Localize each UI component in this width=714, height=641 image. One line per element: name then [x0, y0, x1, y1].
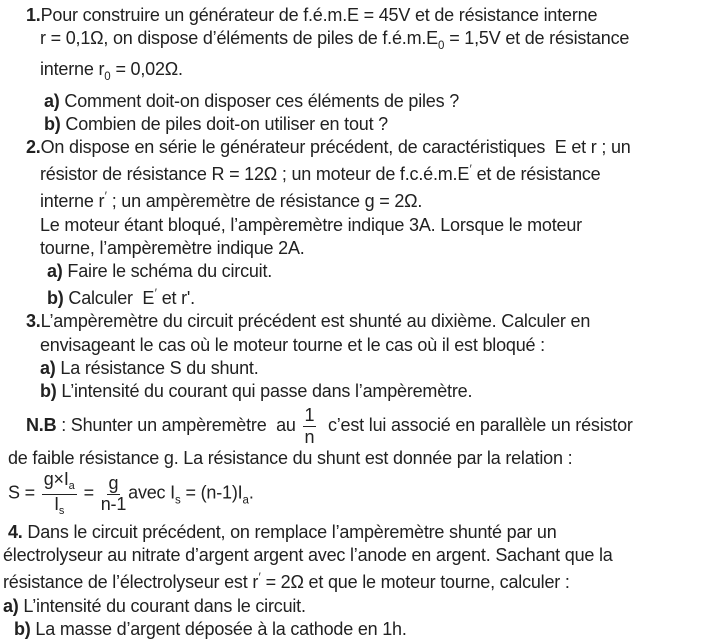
fraction-numerator: [42, 470, 77, 494]
text-line: [0, 447, 714, 470]
text-run: La résistance S du shunt.: [55, 357, 259, 378]
text-run: = (n-1)I: [180, 482, 243, 503]
text-run: Combien de piles doit-on utiliser en tout ?: [60, 113, 388, 134]
text-run: b): [44, 113, 61, 134]
text-run: interne r: [40, 59, 105, 80]
text-run: On dispose en série le générateur précédent, de caractéristiques E et r ; un: [40, 137, 631, 158]
text-run: 4.: [8, 522, 23, 543]
text-line: [0, 521, 714, 544]
text-run: b): [40, 381, 57, 402]
text-run: N.B: [26, 415, 57, 436]
text-run: Calculer E: [63, 288, 155, 309]
text-run: =: [78, 482, 99, 503]
text-run: a): [44, 90, 60, 111]
text-run: résistance de l’électrolyseur est r: [3, 572, 259, 593]
text-line: [0, 283, 714, 310]
text-run: r = 0,1Ω, on dispose d’éléments de piles de f.é.m.E: [40, 28, 438, 49]
text-line: [0, 58, 714, 89]
text-run: = 0,02Ω.: [110, 59, 183, 80]
text-run: envisageant le cas où le moteur tourne et le cas où il est bloqué :: [40, 334, 545, 355]
text-line: [0, 470, 714, 518]
text-line: [0, 186, 714, 213]
text-run: = 1,5V et de résistance: [444, 28, 630, 49]
text-run: L’intensité du courant qui passe dans l’ampèremètre.: [56, 381, 473, 402]
text-run: : Shunter un ampèremètre au: [56, 415, 301, 436]
text-run: n-1: [100, 494, 127, 515]
text-run: 2.: [26, 137, 41, 158]
text-line: [0, 27, 714, 58]
text-run: électrolyseur au nitrate d’argent argent avec l’anode en argent. Sachant que la: [3, 545, 613, 566]
text-run: Le moteur étant bloqué, l’ampèremètre indique 3A. Lorsque le moteur: [40, 214, 582, 235]
text-run: Faire le schéma du circuit.: [62, 261, 273, 282]
text-line: [0, 214, 714, 237]
text-run: n: [304, 426, 315, 447]
text-run: et r'.: [156, 288, 195, 309]
text-run: Pour construire un générateur de f.é.m.E = 45V et de résistance interne: [40, 5, 598, 25]
text-run: L’ampèremètre du circuit précédent est shunté au dixième. Calculer en: [40, 311, 591, 332]
text-run: interne r: [40, 191, 105, 212]
text-run: avec I: [128, 482, 175, 503]
text-run: c’est lui associé en parallèle un résistor: [318, 415, 633, 436]
fraction-numerator: [303, 406, 317, 427]
text-run: ; un ampèremètre de résistance g = 2Ω.: [106, 191, 423, 212]
text-run: La masse d’argent déposée à la cathode en 1h.: [30, 618, 407, 639]
text-line: [0, 357, 714, 380]
text-line: [0, 618, 714, 641]
text-line: [0, 113, 714, 136]
text-line: [0, 406, 714, 447]
text-run: = 2Ω et que le moteur tourne, calculer :: [260, 572, 570, 593]
text-run: ′: [469, 164, 472, 177]
text-line: [0, 260, 714, 283]
text-run: tourne, l’ampèremètre indique 2A.: [40, 237, 305, 258]
text-run: ′: [258, 572, 261, 585]
text-line: [0, 4, 714, 27]
text-run: ′: [104, 191, 107, 204]
text-run: a: [68, 480, 75, 493]
text-run: 0: [437, 40, 445, 53]
text-run: I: [54, 494, 59, 515]
text-line: [0, 334, 714, 357]
text-line: [0, 380, 714, 403]
text-line: [0, 595, 714, 618]
text-run: 3.: [26, 311, 41, 332]
text-run: 0: [104, 71, 111, 84]
text-run: a): [40, 357, 56, 378]
fraction-denominator: [305, 427, 315, 447]
text-run: g: [108, 472, 119, 493]
text-run: résistor de résistance R = 12Ω ; un moteur de f.c.é.m.E: [40, 164, 470, 185]
text-run: b): [14, 618, 31, 639]
fraction: [101, 474, 126, 515]
text-run: s: [174, 494, 181, 507]
fraction-denominator: [101, 495, 126, 515]
text-run: b): [47, 288, 64, 309]
text-line: [0, 310, 714, 333]
text-line: [0, 90, 714, 113]
fraction: [42, 470, 77, 518]
text-run: Dans le circuit précédent, on remplace l’ampèremètre shunté par un: [22, 522, 557, 543]
text-line: [0, 237, 714, 260]
text-line: [0, 159, 714, 186]
text-run: .: [248, 482, 254, 503]
text-run: a): [3, 595, 19, 616]
text-run: L’intensité du courant dans le circuit.: [18, 595, 306, 616]
fraction: [303, 406, 317, 447]
text-run: s: [58, 505, 65, 518]
text-run: Comment doit-on disposer ces éléments de piles ?: [59, 90, 460, 111]
text-run: a): [47, 261, 63, 282]
text-line: [0, 567, 714, 594]
text-run: 1.: [26, 5, 41, 25]
text-run: g×I: [43, 469, 69, 490]
text-run: 1: [304, 405, 315, 426]
text-run: et de résistance: [471, 164, 601, 185]
fraction-numerator: [107, 474, 121, 495]
fraction-denominator: [54, 495, 64, 518]
text-run: ′: [154, 288, 157, 301]
text-run: S =: [8, 482, 40, 503]
text-run: de faible résistance g. La résistance du shunt est donnée par la relation :: [8, 448, 573, 469]
text-line: [0, 136, 714, 159]
text-run: a: [242, 494, 249, 507]
text-line: [0, 544, 714, 567]
